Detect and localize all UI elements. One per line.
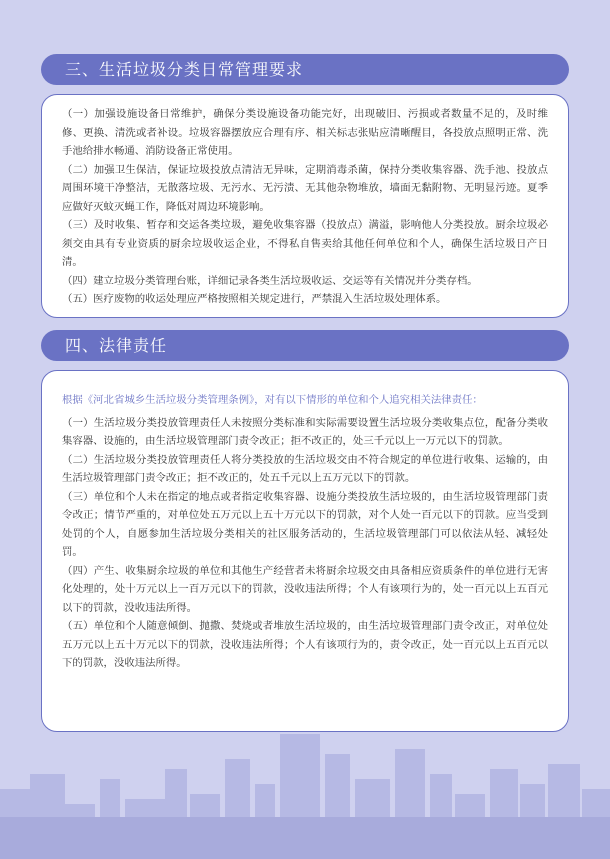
legal-intro: 根据《河北省城乡生活垃圾分类管理条例》，对有以下情形的单位和个人追究相关法律责任： [62,394,483,406]
section-title-legal-liability [41,330,569,361]
list-item: （五）单位和个人随意倾倒、抛撒、焚烧或者堆放生活垃圾的，由生活垃圾管理部门责令改正，对单位处五万元以上五十万元以下的罚款，没收违法所得；个人有该项行为的，责令改正，处一百元以上五百元以下的罚款，没收违法所得。 [62,620,548,669]
list-item: （三）及时收集、暂存和交运各类垃圾，避免收集容器（投放点）满溢，影响他人分类投放。厨余垃圾必须交由具有专业资质的厨余垃圾收运企业，不得私自售卖给其他任何单位和个人，确保生活垃圾日产日清。 [62,219,548,268]
list-item: （二）生活垃圾分类投放管理责任人将分类投放的生活垃圾交由不符合规定的单位进行收集、运输的，由生活垃圾管理部门责令改正；拒不改正的，处五千元以上五万元以下的罚款。 [62,453,548,484]
section-title-text: 四、法律责任 [65,336,168,355]
section-title-daily-management [41,54,569,85]
list-item: （三）单位和个人未在指定的地点或者指定收集容器、设施分类投放生活垃圾的，由生活垃圾管理部门责令改正；情节严重的，对单位处五万元以上五十万元以下的罚款，对个人处一百元以下的罚款。应当受到处罚的个人，自愿参加生活垃圾分类相关的社区服务活动的，生活垃圾管理部门可以依法从轻、减轻处罚。 [62,490,548,558]
section-title-text: 三、生活垃圾分类日常管理要求 [65,60,304,79]
list-item: （四）建立垃圾分类管理台账，详细记录各类生活垃圾收运、交运等有关情况并分类存档。 [62,274,478,287]
city-skyline-illustration [0,729,610,859]
list-item: （四）产生、收集厨余垃圾的单位和其他生产经营者未将厨余垃圾交由具备相应资质条件的单位进行无害化处理的，处十万元以上一百万元以下的罚款，没收违法所得；个人有该项行为的，处一百元以上五百元以下的罚款，没收违法所得。 [62,564,548,614]
list-item: （二）加强卫生保洁，保证垃圾投放点清洁无异味，定期消毒杀菌，保持分类收集容器、洗手池、投放点周围环境干净整洁，无散落垃圾、无污水、无污渍、无其他杂物堆放，墙面无黏附物、无明显污迹。夏季应做好灭蚊灭蝇工作，降低对周边环境影响。 [62,163,548,213]
daily-management-card [41,94,569,318]
list-item: （五）医疗废物的收运处理应严格按照相关规定进行，严禁混入生活垃圾处理体系。 [62,293,447,305]
list-item: （一）生活垃圾分类投放管理责任人未按照分类标准和实际需要设置生活垃圾分类收集点位，配备分类收集容器、设施的，由生活垃圾管理部门责令改正；拒不改正的，处三千元以上一万元以下的罚款。 [62,416,548,447]
legal-liability-card [41,370,569,732]
list-item: （一）加强设施设备日常维护，确保分类设施设备功能完好，出现破旧、污损或者数量不足的，及时维修、更换、清洗或者补设。垃圾容器摆放应合理有序、相关标志张贴应清晰醒目，各投放点照明正常、洗手池给排水畅通、消防设备正常使用。 [62,108,548,157]
